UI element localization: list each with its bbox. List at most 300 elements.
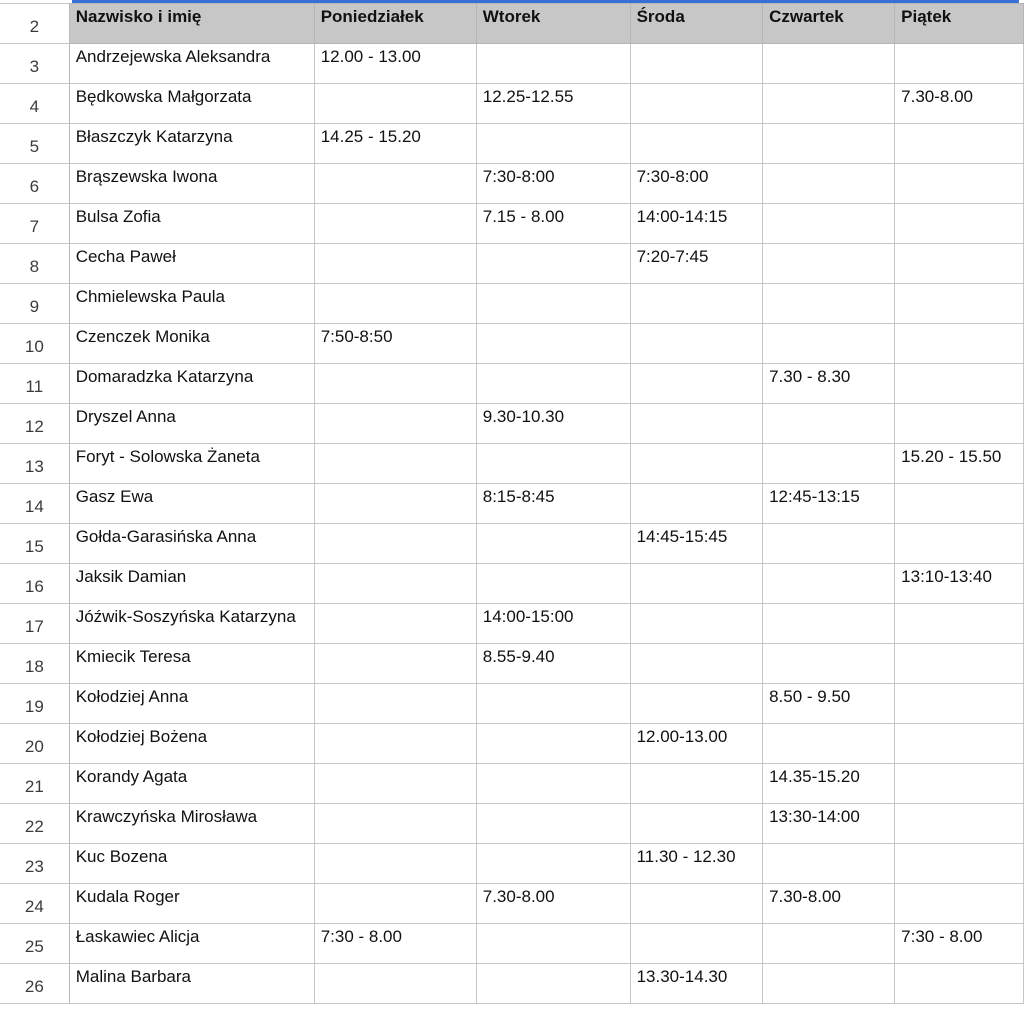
row-number[interactable] [0,164,69,204]
cell-wednesday[interactable] [630,924,763,964]
cell-tuesday[interactable] [476,964,630,1004]
cell-tuesday[interactable] [476,44,630,84]
cell-text: 14:00-15:00 [482,607,574,626]
cell-wednesday[interactable] [630,724,763,764]
cell-monday[interactable] [314,44,476,84]
cell-tuesday[interactable] [476,884,630,924]
row-number[interactable] [0,444,69,484]
row-number[interactable] [0,604,69,644]
cell-monday[interactable] [314,724,476,764]
cell-name[interactable] [69,764,314,804]
table-row [0,444,1024,484]
cell-monday[interactable] [314,684,476,724]
cell-tuesday[interactable] [476,644,630,684]
cell-name[interactable] [69,644,314,684]
cell-text [895,284,1023,287]
cell-thursday[interactable] [763,964,895,1004]
cell-text [895,804,1023,807]
cell-text [631,644,763,647]
cell-name[interactable] [69,244,314,284]
cell-text [631,364,763,367]
table-row [0,724,1024,764]
cell-thursday[interactable] [763,924,895,964]
cell-monday[interactable] [314,404,476,444]
cell-wednesday[interactable] [630,244,763,284]
cell-text [631,564,763,567]
cell-text [315,604,476,607]
cell-thursday[interactable] [763,684,895,724]
cell-monday[interactable] [314,924,476,964]
table-row [0,764,1024,804]
cell-wednesday[interactable] [630,564,763,604]
cell-monday[interactable] [314,244,476,284]
cell-text: 13.30-14.30 [636,967,728,986]
table-row [0,684,1024,724]
row-number[interactable] [0,644,69,684]
cell-text [477,124,630,127]
cell-thursday[interactable] [763,404,895,444]
cell-friday[interactable] [895,364,1024,404]
cell-monday[interactable] [314,84,476,124]
cell-wednesday[interactable] [630,764,763,804]
cell-tuesday[interactable] [476,724,630,764]
row-number[interactable] [0,404,69,444]
cell-text [763,724,894,727]
cell-monday[interactable] [314,964,476,1004]
cell-friday[interactable] [895,604,1024,644]
cell-friday[interactable] [895,324,1024,364]
table-row [0,364,1024,404]
cell-text [477,524,630,527]
cell-text [315,484,476,487]
header-cell-name[interactable] [69,4,314,44]
cell-thursday[interactable] [763,764,895,804]
cell-text: Kuc Bozena [75,847,168,866]
cell-text [477,284,630,287]
row-number[interactable] [0,204,69,244]
cell-text: 13:10-13:40 [901,567,992,586]
cell-wednesday[interactable] [630,684,763,724]
schedule-table [0,3,1024,1004]
cell-name[interactable] [69,484,314,524]
cell-friday[interactable] [895,444,1024,484]
cell-text [315,164,476,167]
row-number-label: 10 [24,336,44,356]
cell-text: 7:30 - 8.00 [320,927,402,946]
cell-name[interactable] [69,884,314,924]
cell-text [895,884,1023,887]
cell-text [477,924,630,927]
cell-name[interactable] [69,84,314,124]
cell-text: Malina Barbara [75,967,191,986]
row-number[interactable] [0,964,69,1004]
cell-text: 15.20 - 15.50 [901,447,1002,466]
cell-thursday[interactable] [763,844,895,884]
cell-text: Foryt - Solowska Żaneta [75,447,260,466]
table-row [0,964,1024,1004]
cell-wednesday[interactable] [630,804,763,844]
cell-monday[interactable] [314,804,476,844]
row-number[interactable] [0,884,69,924]
cell-text [895,44,1023,47]
cell-name[interactable] [69,364,314,404]
cell-text: 14:45-15:45 [636,527,728,546]
cell-thursday[interactable] [763,804,895,844]
header-cell-monday[interactable] [314,4,476,44]
table-row [0,564,1024,604]
cell-tuesday[interactable] [476,204,630,244]
row-number-label: 24 [24,896,44,916]
cell-text [315,444,476,447]
cell-thursday[interactable] [763,284,895,324]
cell-wednesday[interactable] [630,484,763,524]
header-cell-wednesday[interactable] [630,4,763,44]
cell-monday[interactable] [314,164,476,204]
cell-text: 12:45-13:15 [769,487,860,506]
cell-friday[interactable] [895,244,1024,284]
cell-thursday[interactable] [763,484,895,524]
row-number[interactable] [0,484,69,524]
cell-text [477,564,630,567]
cell-monday[interactable] [314,644,476,684]
table-row [0,244,1024,284]
row-number-label: 14 [24,496,44,516]
cell-text: Jóźwik-Soszyńska Katarzyna [75,607,296,626]
cell-name[interactable] [69,964,314,1004]
row-number-label: 17 [24,616,44,636]
cell-text: Bulsa Zofia [75,207,161,226]
cell-text [763,844,894,847]
row-number-label: 21 [24,776,44,796]
cell-thursday[interactable] [763,164,895,204]
cell-wednesday[interactable] [630,524,763,564]
cell-text [477,244,630,247]
cell-text [895,324,1023,327]
cell-text [763,244,894,247]
cell-friday[interactable] [895,804,1024,844]
cell-tuesday[interactable] [476,164,630,204]
cell-tuesday[interactable] [476,244,630,284]
cell-text [895,244,1023,247]
cell-monday[interactable] [314,204,476,244]
row-number[interactable] [0,4,69,44]
cell-text [477,364,630,367]
cell-wednesday[interactable] [630,364,763,404]
row-number-label: 4 [29,96,40,116]
cell-friday[interactable] [895,44,1024,84]
header-cell-thursday[interactable] [763,4,895,44]
cell-text: 7.30-8.00 [901,87,973,106]
cell-text: 14.35-15.20 [769,767,860,786]
cell-text [631,124,763,127]
cell-text [315,244,476,247]
cell-friday[interactable] [895,84,1024,124]
cell-tuesday[interactable] [476,404,630,444]
cell-thursday[interactable] [763,244,895,284]
cell-text: Cecha Paweł [75,247,176,266]
header-cell-label: Nazwisko i imię [75,7,202,26]
cell-name[interactable] [69,564,314,604]
cell-name[interactable] [69,44,314,84]
cell-text [315,204,476,207]
cell-thursday[interactable] [763,124,895,164]
cell-wednesday[interactable] [630,884,763,924]
cell-friday[interactable] [895,844,1024,884]
cell-text [763,604,894,607]
cell-text [477,804,630,807]
cell-tuesday[interactable] [476,804,630,844]
row-number[interactable] [0,244,69,284]
cell-text: Kołodziej Bożena [75,727,208,746]
cell-monday[interactable] [314,284,476,324]
cell-wednesday[interactable] [630,324,763,364]
cell-text [763,204,894,207]
table-row [0,924,1024,964]
cell-name[interactable] [69,604,314,644]
row-number-label: 12 [24,416,44,436]
cell-text: 7:30-8:00 [636,167,709,186]
cell-friday[interactable] [895,884,1024,924]
table-row [0,644,1024,684]
row-number[interactable] [0,724,69,764]
cell-friday[interactable] [895,764,1024,804]
cell-tuesday[interactable] [476,444,630,484]
cell-text: 7:20-7:45 [636,247,709,266]
cell-friday[interactable] [895,644,1024,684]
cell-text: Chmielewska Paula [75,287,225,306]
cell-name[interactable] [69,404,314,444]
cell-thursday[interactable] [763,644,895,684]
cell-name[interactable] [69,524,314,564]
cell-name[interactable] [69,724,314,764]
cell-name[interactable] [69,844,314,884]
cell-text [763,44,894,47]
cell-text [763,964,894,967]
cell-text [763,524,894,527]
cell-thursday[interactable] [763,44,895,84]
cell-friday[interactable] [895,204,1024,244]
row-number[interactable] [0,844,69,884]
cell-monday[interactable] [314,844,476,884]
cell-friday[interactable] [895,924,1024,964]
cell-text [631,284,763,287]
cell-text: Kmiecik Teresa [75,647,191,666]
row-number[interactable] [0,804,69,844]
cell-thursday[interactable] [763,84,895,124]
cell-text [895,404,1023,407]
cell-tuesday[interactable] [476,364,630,404]
cell-wednesday[interactable] [630,284,763,324]
cell-text [763,444,894,447]
cell-name[interactable] [69,124,314,164]
cell-name[interactable] [69,924,314,964]
header-cell-label: Środa [636,7,685,26]
row-number[interactable] [0,764,69,804]
cell-friday[interactable] [895,524,1024,564]
cell-name[interactable] [69,444,314,484]
row-number[interactable] [0,44,69,84]
cell-name[interactable] [69,164,314,204]
cell-tuesday[interactable] [476,324,630,364]
cell-name[interactable] [69,804,314,844]
cell-wednesday[interactable] [630,404,763,444]
cell-monday[interactable] [314,324,476,364]
row-number-label: 15 [24,536,44,556]
cell-wednesday[interactable] [630,84,763,124]
cell-wednesday[interactable] [630,204,763,244]
header-cell-label: Poniedziałek [320,7,424,26]
cell-tuesday[interactable] [476,84,630,124]
cell-tuesday[interactable] [476,124,630,164]
cell-wednesday[interactable] [630,444,763,484]
cell-tuesday[interactable] [476,684,630,724]
cell-text: Kudala Roger [75,887,180,906]
cell-name[interactable] [69,324,314,364]
row-number-label: 22 [24,816,44,836]
cell-text [895,644,1023,647]
cell-text [763,564,894,567]
cell-text [763,644,894,647]
cell-monday[interactable] [314,884,476,924]
cell-friday[interactable] [895,124,1024,164]
header-cell-friday[interactable] [895,4,1024,44]
cell-text [763,324,894,327]
cell-wednesday[interactable] [630,44,763,84]
cell-text: 7:50-8:50 [320,327,393,346]
row-number[interactable] [0,364,69,404]
cell-text [895,484,1023,487]
cell-tuesday[interactable] [476,844,630,884]
cell-text [895,964,1023,967]
row-number-label: 8 [29,256,40,276]
table-row [0,884,1024,924]
cell-monday[interactable] [314,364,476,404]
cell-text [895,204,1023,207]
table-row [0,164,1024,204]
cell-text [315,844,476,847]
row-number-label: 16 [24,576,44,596]
cell-text [763,164,894,167]
cell-tuesday[interactable] [476,284,630,324]
cell-monday[interactable] [314,444,476,484]
row-number[interactable] [0,284,69,324]
cell-friday[interactable] [895,284,1024,324]
cell-wednesday[interactable] [630,964,763,1004]
cell-thursday[interactable] [763,324,895,364]
cell-name[interactable] [69,684,314,724]
cell-text [477,684,630,687]
cell-thursday[interactable] [763,884,895,924]
cell-wednesday[interactable] [630,644,763,684]
header-cell-tuesday[interactable] [476,4,630,44]
cell-tuesday[interactable] [476,564,630,604]
cell-text: Domaradzka Katarzyna [75,367,254,386]
cell-monday[interactable] [314,564,476,604]
row-number-label: 26 [24,976,44,996]
cell-thursday[interactable] [763,444,895,484]
table-row [0,804,1024,844]
table-row [0,404,1024,444]
cell-text [631,404,763,407]
row-number[interactable] [0,124,69,164]
cell-text [631,444,763,447]
cell-tuesday[interactable] [476,524,630,564]
cell-thursday[interactable] [763,524,895,564]
cell-text: 7.30-8.00 [769,887,841,906]
cell-text [315,964,476,967]
cell-text [895,164,1023,167]
cell-wednesday[interactable] [630,164,763,204]
cell-friday[interactable] [895,164,1024,204]
cell-wednesday[interactable] [630,124,763,164]
row-number-label: 7 [29,216,40,236]
row-number-label: 2 [29,16,40,36]
cell-wednesday[interactable] [630,844,763,884]
cell-thursday[interactable] [763,724,895,764]
cell-text [763,284,894,287]
row-number[interactable] [0,924,69,964]
cell-text: Andrzejewska Aleksandra [75,47,271,66]
cell-text: 8.50 - 9.50 [769,687,851,706]
cell-tuesday[interactable] [476,764,630,804]
cell-text [315,284,476,287]
cell-text [315,884,476,887]
row-number[interactable] [0,684,69,724]
cell-text: Błaszczyk Katarzyna [75,127,233,146]
cell-thursday[interactable] [763,204,895,244]
cell-thursday[interactable] [763,604,895,644]
cell-text [315,764,476,767]
cell-thursday[interactable] [763,564,895,604]
cell-text: Korandy Agata [75,767,188,786]
cell-friday[interactable] [895,564,1024,604]
row-number[interactable] [0,564,69,604]
cell-friday[interactable] [895,484,1024,524]
cell-friday[interactable] [895,404,1024,444]
cell-thursday[interactable] [763,364,895,404]
cell-tuesday[interactable] [476,484,630,524]
cell-monday[interactable] [314,764,476,804]
table-row [0,324,1024,364]
cell-text: 9.30-10.30 [482,407,565,426]
cell-friday[interactable] [895,724,1024,764]
cell-tuesday[interactable] [476,924,630,964]
cell-monday[interactable] [314,524,476,564]
cell-tuesday[interactable] [476,604,630,644]
cell-text [631,84,763,87]
cell-wednesday[interactable] [630,604,763,644]
cell-text [315,404,476,407]
cell-name[interactable] [69,284,314,324]
row-number[interactable] [0,524,69,564]
cell-monday[interactable] [314,604,476,644]
cell-text [315,684,476,687]
cell-text [631,44,763,47]
cell-monday[interactable] [314,124,476,164]
cell-text [315,84,476,87]
row-number[interactable] [0,324,69,364]
row-number[interactable] [0,84,69,124]
cell-text: 12.00 - 13.00 [320,47,421,66]
cell-friday[interactable] [895,964,1024,1004]
cell-friday[interactable] [895,684,1024,724]
row-number-label: 19 [24,696,44,716]
cell-monday[interactable] [314,484,476,524]
header-row [0,4,1024,44]
cell-name[interactable] [69,204,314,244]
cell-text [477,844,630,847]
cell-text: Dryszel Anna [75,407,176,426]
